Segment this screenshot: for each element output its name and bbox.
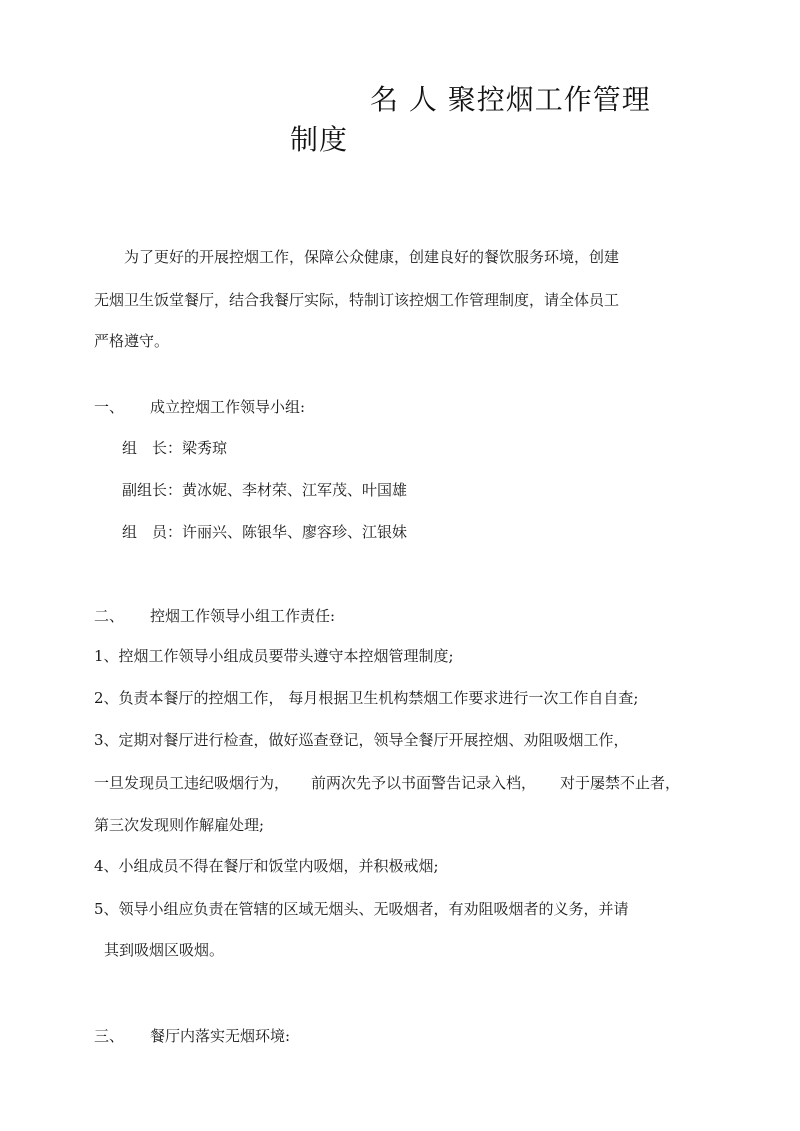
responsibility-item-5-line-1: 5、领导小组应负责在管辖的区域无烟头、无吸烟者，有劝阻吸烟者的义务，并请 [94, 900, 629, 918]
document-title-line-2: 制度 [290, 123, 349, 156]
section-1-title: 成立控烟工作领导小组: [150, 398, 306, 416]
responsibility-item-3-line-2-part-3: 对于屡禁不止者， [560, 774, 681, 792]
responsibility-item-3-line-1: 3、定期对餐厅进行检查，做好巡查登记，领导全餐厅开展控烟、劝阻吸烟工作， [94, 731, 629, 749]
group-leader: 组 长：梁秀琼 [122, 439, 228, 457]
section-2-title: 控烟工作领导小组工作责任: [150, 607, 336, 625]
document-title-line-1: 名 人 聚控烟工作管理 [370, 83, 651, 116]
responsibility-item-3-line-2-part-2: 前两次先予以书面警告记录入档， [311, 774, 537, 792]
intro-line-1: 为了更好的开展控烟工作，保障公众健康，创建良好的餐饮服务环境，创建 [124, 248, 620, 266]
responsibility-item-2: 2、负责本餐厅的控烟工作， 每月根据卫生机构禁烟工作要求进行一次工作自自查; [94, 689, 639, 707]
intro-line-2: 无烟卫生饭堂餐厅，结合我餐厅实际，特制订该控烟工作管理制度，请全体员工 [94, 291, 620, 309]
responsibility-item-3-line-2-part-1: 一旦发现员工违纪吸烟行为， [94, 774, 290, 792]
intro-line-3: 严格遵守。 [94, 332, 170, 350]
group-members: 组 员：许丽兴、陈银华、廖容珍、江银妹 [122, 523, 408, 541]
section-3-title: 餐厅内落实无烟环境: [150, 1027, 291, 1045]
section-1-number: 一、 [94, 398, 125, 416]
responsibility-item-3-line-3: 第三次发现则作解雇处理; [94, 816, 265, 834]
responsibility-item-1: 1、控烟工作领导小组成员要带头遵守本控烟管理制度; [94, 647, 454, 665]
section-3-number: 三、 [94, 1027, 125, 1045]
group-deputy-leaders: 副组长：黄冰妮、李材荣、江军茂、叶国雄 [122, 481, 408, 499]
responsibility-item-4: 4、小组成员不得在餐厅和饭堂内吸烟，并积极戒烟; [94, 857, 439, 875]
section-2-number: 二、 [94, 607, 125, 625]
responsibility-item-5-line-2: 其到吸烟区吸烟。 [104, 941, 225, 959]
